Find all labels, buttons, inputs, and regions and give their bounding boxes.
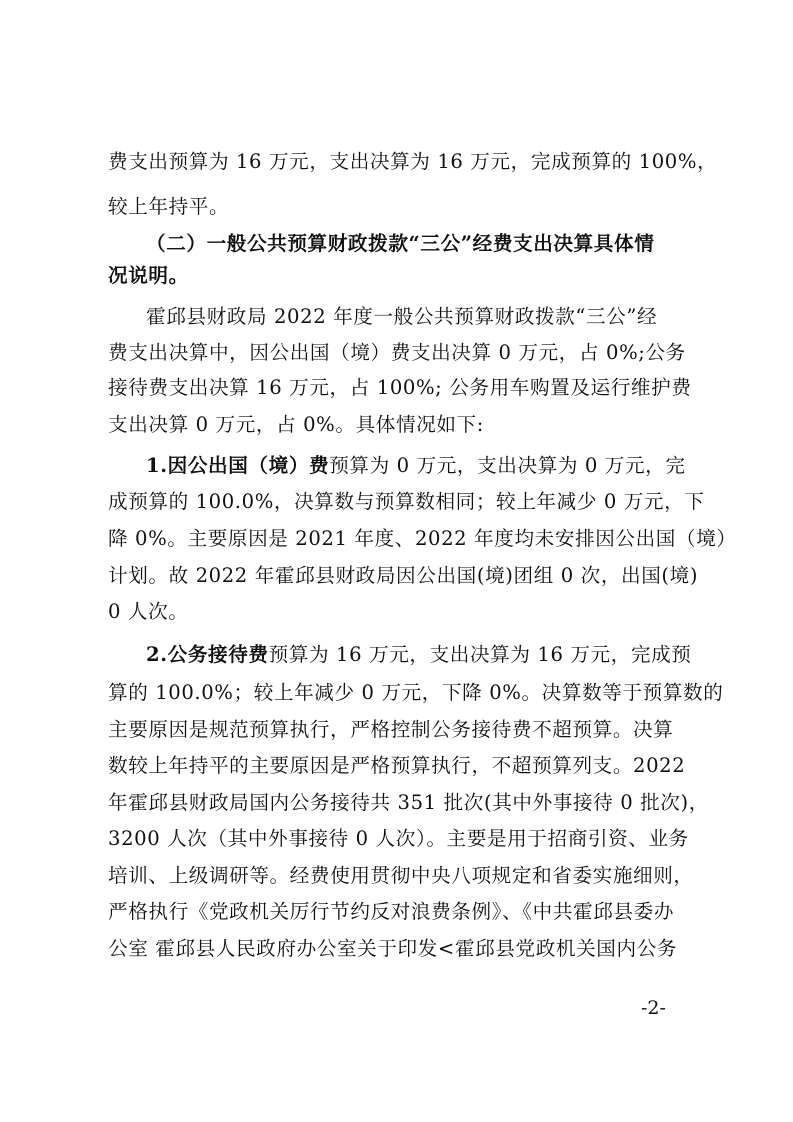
item-1-line-1 [146,454,736,478]
item-2-line-3: 主要原因是规范预算执行，严格控制公务接待费不超预算。决算 [108,718,674,741]
item-2-line-1 [146,643,736,667]
item-1-line-5: 0 人次。 [108,600,189,623]
item-2-line-5: 年霍邱县财政局国内公务接待共 351 批次(其中外事接待 0 批次)， [108,791,709,814]
item-1-line-2: 成预算的 100.0%，决算数与预算数相同；较上年减少 0 万元，下 [108,490,705,513]
item-2-line-6: 3200 人次（其中外事接待 0 人次）。主要是用于招商引资、业务 [108,827,689,850]
item-2-line-7: 培训、上级调研等。经费使用贯彻中央八项规定和省委实施细则， [108,864,694,887]
section-heading-line-1: （二）一般公共预算财政拨款“三公”经费支出决算具体情 [146,232,655,255]
paragraph-line-5: 霍邱县财政局 2022 年度一般公共预算财政拨款“三公”经 [146,305,658,328]
item-2-text: 预算为 16 万元，支出决算为 16 万元，完成预 [268,643,692,666]
item-1-line-4: 计划。故 2022 年霍邱县财政局因公出国(境)团组 0 次，出国(境) [108,564,699,587]
item-1-line-3: 降 0%。主要原因是 2021 年度、2022 年度均未安排因公出国（境） [108,527,737,550]
item-1-text: 预算为 0 万元，支出决算为 0 万元，完 [329,454,686,477]
paragraph-line-7: 接待费支出决算 16 万元，占 100%; 公务用车购置及运行维护费 [108,376,692,399]
section-heading-line-2: 况说明。 [108,264,189,287]
item-2-heading: 2.公务接待费 [146,643,269,666]
item-2-line-4: 数较上年持平的主要原因是严格预算执行，不超预算列支。2022 [108,754,686,777]
paragraph-line-2: 较上年持平。 [108,195,230,218]
item-2-line-8: 严格执行《党政机关厉行节约反对浪费条例》、《中共霍邱县委办 [108,900,675,923]
item-2-line-2: 算的 100.0%；较上年减少 0 万元，下降 0%。决算数等于预算数的 [108,681,724,704]
paragraph-line-6: 费支出决算中，因公出国（境）费支出决算 0 万元，占 0%;公务 [108,341,686,364]
item-1-heading: 1.因公出国（境）费 [146,454,330,477]
paragraph-line-8: 支出决算 0 万元，占 0%。具体情况如下: [108,413,484,436]
paragraph-line-1: 费支出预算为 16 万元，支出决算为 16 万元，完成预算的 100%， [108,150,718,173]
item-2-line-9: 公室 霍邱县人民政府办公室关于印发<霍邱县党政机关国内公务 [108,937,678,960]
page-number: -2- [641,997,666,1019]
